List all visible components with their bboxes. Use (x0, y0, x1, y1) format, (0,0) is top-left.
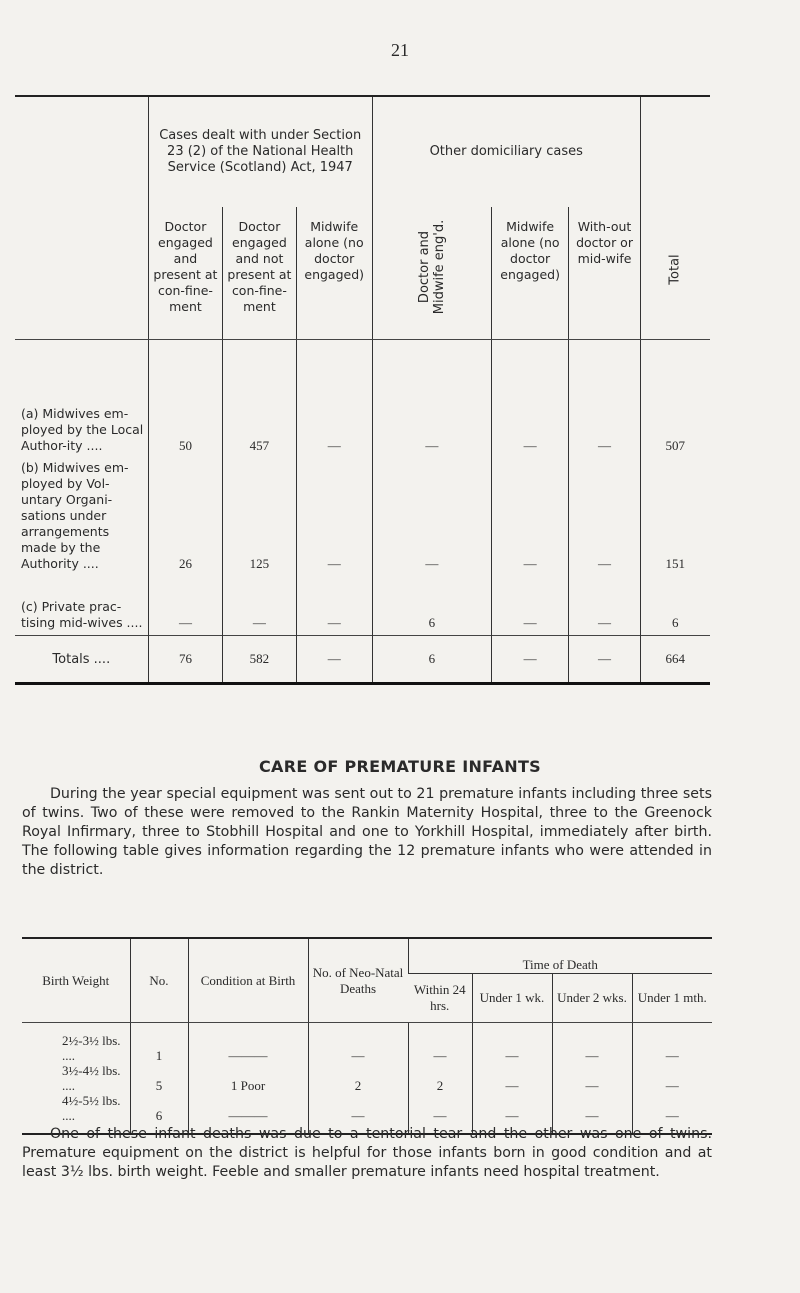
weight-cell: 4½-5½ lbs. .... (22, 1093, 130, 1134)
totals-label: Totals .... (15, 636, 148, 684)
label-header-cell (15, 207, 148, 340)
no-header: No. (130, 938, 188, 1023)
cell: — (223, 576, 296, 636)
cell: 5 (130, 1063, 188, 1093)
premature-infants-table (22, 937, 712, 1135)
cell: 1 Poor (188, 1063, 308, 1093)
cell: — (296, 340, 372, 458)
col-midwife-alone-s23: Midwife alone (no doctor engaged) (296, 207, 372, 340)
totals-row (15, 636, 710, 684)
cell: — (552, 1023, 632, 1064)
page-number: 21 (391, 40, 409, 60)
cell: 6 (640, 576, 710, 636)
cell: — (569, 576, 640, 636)
other-domiciliary-header: Other domiciliary cases (372, 96, 640, 207)
cell: — (372, 340, 491, 458)
row-label: (a) Midwives em-ployed by the Local Author-ity .... (21, 405, 144, 453)
table-row (22, 1063, 712, 1093)
cell: — (632, 1093, 712, 1134)
cell: — (491, 340, 569, 458)
cell: 457 (223, 340, 296, 458)
cell: — (308, 1023, 408, 1064)
under-1mth-header: Under 1 mth. (632, 974, 712, 1023)
cell: 6 (130, 1093, 188, 1134)
total-header: Total (667, 253, 683, 285)
cell: 151 (640, 458, 710, 576)
row-label: (b) Midwives em-ployed by Vol-untary Organi-sations under arrangements made by the Authority .... (21, 459, 129, 571)
col-doctor-present: Doctor engaged and present at con-fine-ment (148, 207, 223, 340)
cell: — (308, 1093, 408, 1134)
cell: 2 (408, 1063, 472, 1093)
cell: — (408, 1093, 472, 1134)
cell: 6 (372, 576, 491, 636)
cell: — (491, 458, 569, 576)
cell: — (372, 458, 491, 576)
cell: 2 (308, 1063, 408, 1093)
cell: — (472, 1093, 552, 1134)
col-doctor-and-midwife: Doctor and Midwife eng'd. (416, 219, 447, 315)
cell: 26 (148, 458, 223, 576)
table-row (15, 458, 710, 576)
cell: 664 (640, 636, 710, 684)
cell: — (632, 1063, 712, 1093)
cell: — (491, 636, 569, 684)
cell: — (569, 340, 640, 458)
table-row (15, 340, 710, 458)
weight-cell: 2½-3½ lbs. .... (62, 1033, 121, 1063)
total-header-cell (640, 96, 710, 340)
condition-header: Condition at Birth (188, 938, 308, 1023)
time-of-death-header: Time of Death (408, 938, 712, 974)
cell: 76 (148, 636, 223, 684)
cell: 125 (223, 458, 296, 576)
cell: — (472, 1023, 552, 1064)
cell: — (552, 1063, 632, 1093)
cell: — (552, 1093, 632, 1134)
under-1wk-header: Under 1 wk. (472, 974, 552, 1023)
cell: 582 (223, 636, 296, 684)
col-doctor-not-present: Doctor engaged and not present at con-fine-ment (223, 207, 296, 340)
cell: — (569, 636, 640, 684)
weight-cell: 3½-4½ lbs. .... (62, 1063, 121, 1093)
cell: 50 (148, 340, 223, 458)
row-label: (c) Private prac-tising mid-wives .... (21, 599, 143, 630)
paragraph-infant-deaths: One of these infant deaths was due to a tentorial tear and the other was one of twins. Premature equipment on the district is helpful for those infants born in good condition and at least 3½ lbs. birth weight. Feeble and smaller premature infants need hospital treatment. (22, 1126, 712, 1180)
section23-header: Cases dealt with under Section 23 (2) of the National Health Service (Scotland) Act, 1947 (148, 96, 372, 207)
birth-weight-header: Birth Weight (22, 938, 130, 1023)
cell: — (472, 1063, 552, 1093)
cell: 507 (640, 340, 710, 458)
col-midwife-alone-other: Midwife alone (no doctor engaged) (491, 207, 569, 340)
col-doctor-and-midwife-cell (372, 207, 491, 340)
midwife-cases-table (15, 95, 710, 685)
cell: ——— (188, 1093, 308, 1134)
col-without-doctor: With-out doctor or mid-wife (569, 207, 640, 340)
cell: — (296, 576, 372, 636)
cell: ——— (188, 1023, 308, 1064)
corner-cell (15, 96, 148, 207)
cell: — (408, 1023, 472, 1064)
table-row (22, 1023, 712, 1064)
cell: — (632, 1023, 712, 1064)
section-heading: CARE OF PREMATURE INFANTS (259, 757, 541, 776)
cell: — (491, 576, 569, 636)
cell: — (296, 458, 372, 576)
cell: — (569, 458, 640, 576)
paragraph-premature-equipment: During the year special equipment was sent out to 21 premature infants including three sets of twins. Two of these were removed to the Rankin Maternity Hospital, three to the Greenock Royal Infirmary, three to Stobhill Hospital and one to Yorkhill Hospital, immediately after birth. The following table gives information regarding the 12 premature infants who were attended in the district. (22, 786, 712, 878)
cell: 6 (372, 636, 491, 684)
within-24hrs-header: Within 24 hrs. (408, 974, 472, 1023)
cell: — (148, 576, 223, 636)
neo-natal-header: No. of Neo-Natal Deaths (308, 938, 408, 1023)
cell: — (296, 636, 372, 684)
table-row (15, 576, 710, 636)
cell: 1 (130, 1023, 188, 1064)
under-2wks-header: Under 2 wks. (552, 974, 632, 1023)
